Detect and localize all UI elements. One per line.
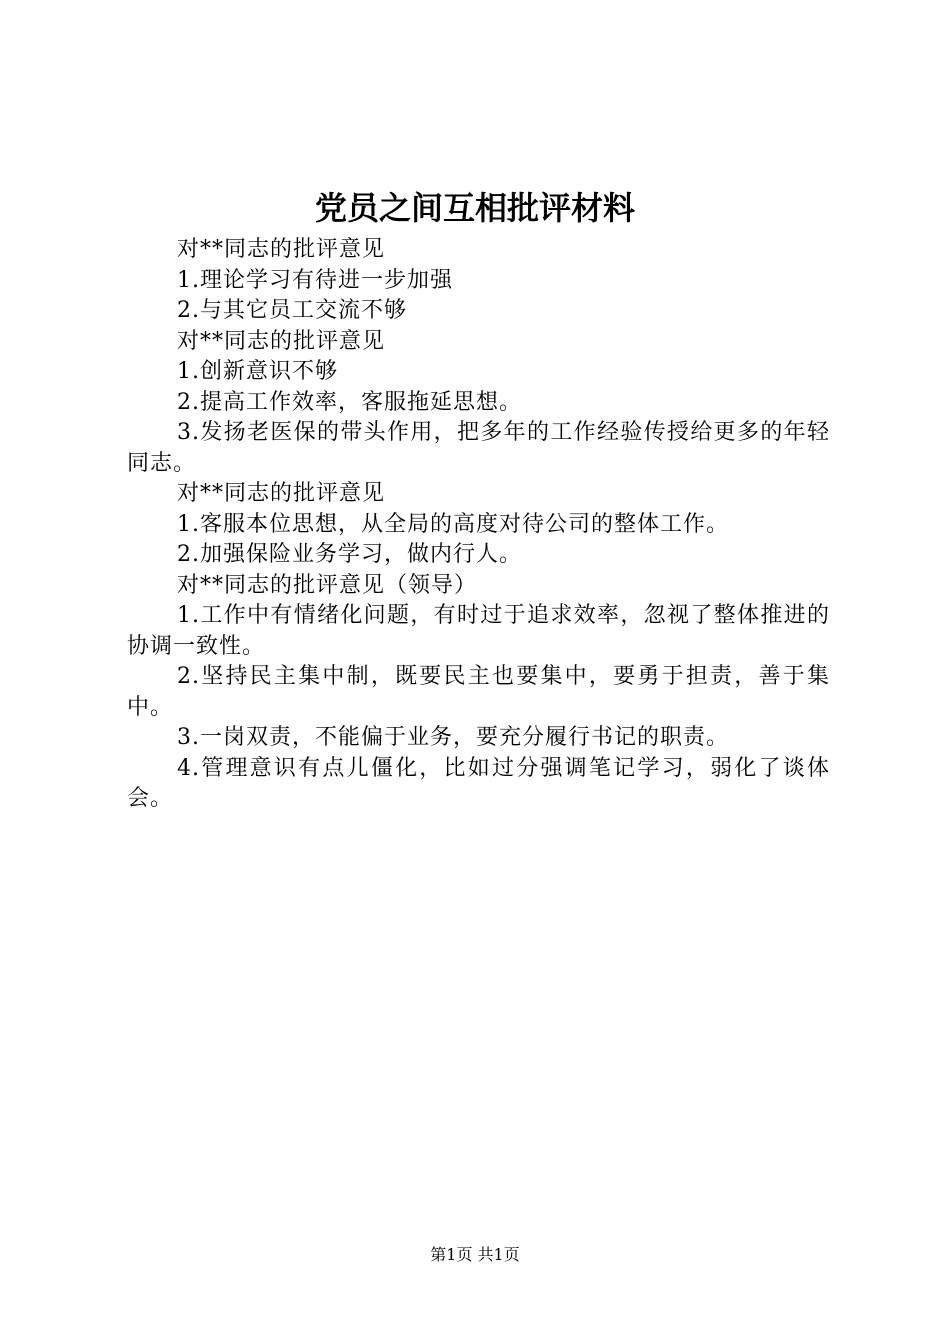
paragraph-item: 2.坚持民主集中制，既要民主也要集中，要勇于担责，善于集中。 bbox=[127, 664, 830, 720]
paragraph-item: 3.发扬老医保的带头作用，把多年的工作经验传授给更多的年轻同志。 bbox=[127, 420, 830, 476]
paragraph-item: 1.理论学习有待进一步加强 bbox=[177, 267, 453, 293]
paragraph-item: 2.提高工作效率，客服拖延思想。 bbox=[177, 389, 522, 415]
paragraph-critique-header-2: 对**同志的批评意见 bbox=[177, 328, 386, 354]
document-body bbox=[127, 235, 830, 815]
page-number-footer: 第1页 共1页 bbox=[430, 1245, 520, 1264]
paragraph-item: 4.管理意识有点儿僵化，比如过分强调笔记学习，弱化了谈体会。 bbox=[127, 755, 830, 811]
document-title: 党员之间互相批评材料 bbox=[314, 189, 635, 227]
paragraph-item: 2.加强保险业务学习，做内行人。 bbox=[177, 542, 522, 567]
paragraph-item: 3.一岗双责，不能偏于业务，要充分履行书记的职责。 bbox=[177, 725, 729, 750]
paragraph-critique-header-1: 对**同志的批评意见 bbox=[177, 237, 386, 262]
paragraph-item: 1.创新意识不够 bbox=[177, 359, 338, 384]
paragraph-critique-header-4: 对**同志的批评意见（领导） bbox=[177, 572, 478, 598]
paragraph-item: 1.客服本位思想，从全局的高度对待公司的整体工作。 bbox=[177, 511, 729, 537]
paragraph-item: 1.工作中有情绪化问题，有时过于追求效率，忽视了整体推进的协调一致性。 bbox=[127, 603, 830, 659]
paragraph-critique-header-3: 对**同志的批评意见 bbox=[177, 481, 386, 506]
paragraph-item: 2.与其它员工交流不够 bbox=[177, 298, 407, 323]
